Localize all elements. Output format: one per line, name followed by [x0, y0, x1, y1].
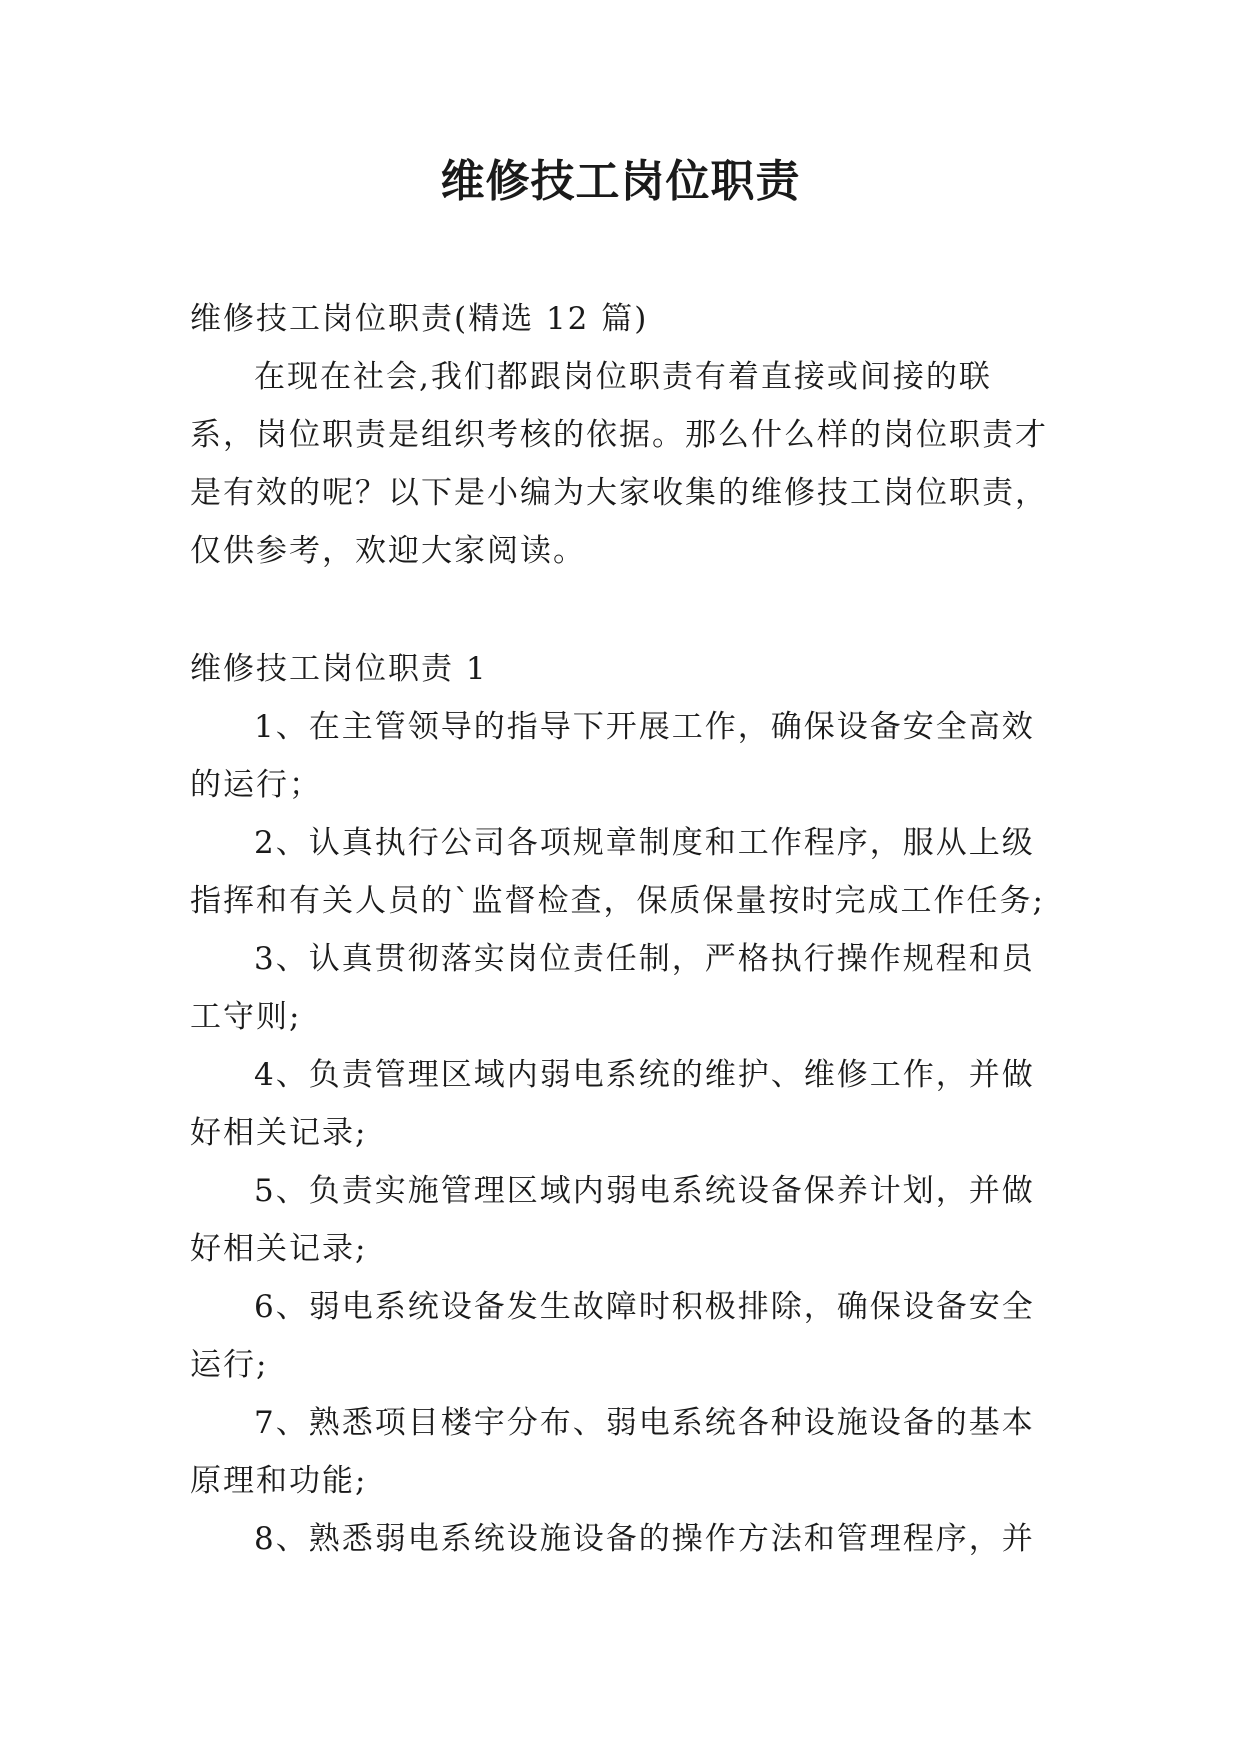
- duty-item-4: 4、负责管理区域内弱电系统的维护、维修工作，并做好相关记录;: [190, 1057, 1035, 1151]
- document-subtitle: 维修技工岗位职责(精选 12 篇): [190, 301, 649, 337]
- document-body: [190, 290, 1050, 1568]
- duty-item-6: 6、弱电系统设备发生故障时积极排除，确保设备安全运行;: [190, 1289, 1035, 1383]
- document-title: 维修技工岗位职责: [440, 156, 801, 207]
- duty-item-5: 5、负责实施管理区域内弱电系统设备保养计划，并做好相关记录;: [190, 1173, 1035, 1267]
- intro-paragraph: 在现在社会,我们都跟岗位职责有着直接或间接的联系，岗位职责是组织考核的依据。那么什么样的岗位职责才是有效的呢？以下是小编为大家收集的维修技工岗位职责，仅供参考，欢迎大家阅读。: [190, 359, 1048, 569]
- duty-item-2: 2、认真执行公司各项规章制度和工作程序，服从上级指挥和有关人员的`监督检查，保质保量按时完成工作任务;: [190, 825, 1045, 919]
- section-heading: 维修技工岗位职责 1: [190, 651, 488, 687]
- duty-item-1: 1、在主管领导的指导下开展工作，确保设备安全高效的运行；: [190, 709, 1035, 803]
- duty-item-8: 8、熟悉弱电系统设施设备的操作方法和管理程序，并: [254, 1521, 1035, 1557]
- duty-item-3: 3、认真贯彻落实岗位责任制，严格执行操作规程和员工守则;: [190, 941, 1035, 1035]
- section-spacer: [190, 580, 1050, 640]
- duty-item-7: 7、熟悉项目楼宇分布、弱电系统各种设施设备的基本原理和功能;: [190, 1405, 1035, 1499]
